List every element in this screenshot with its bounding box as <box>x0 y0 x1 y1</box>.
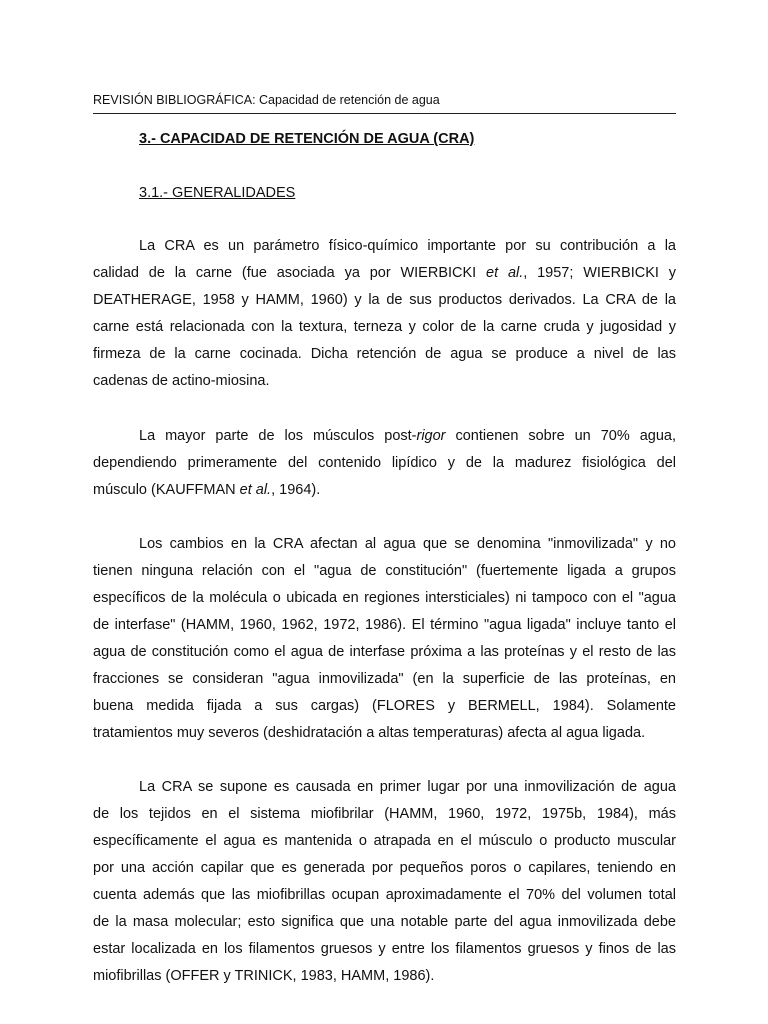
paragraph-3 <box>93 531 676 747</box>
text-run: La mayor parte de los músculos post- <box>139 428 417 444</box>
paragraph-line: específicos de la molécula o ubicada en regiones intersticiales) ni tampoco con el "agua <box>93 590 676 606</box>
italic-text: et al. <box>486 265 524 281</box>
paragraph-line: La CRA es un parámetro físico-químico importante por su contribución a la <box>139 238 676 254</box>
paragraph-line: por una acción capilar que es generada por pequeños poros o capilares, teniendo en <box>93 860 676 876</box>
paragraph-line: DEATHERAGE, 1958 y HAMM, 1960) y la de sus productos derivados. La CRA de la <box>93 292 676 308</box>
paragraph-4 <box>93 774 676 990</box>
text-run: contienen sobre un 70% agua, <box>445 428 677 444</box>
paragraph-line: tratamientos muy severos (deshidratación a altas temperaturas) afecta al agua ligada. <box>93 725 646 741</box>
paragraph-line: carne está relacionada con la textura, terneza y color de la carne cruda y jugosidad y <box>93 319 676 335</box>
paragraph-line: dependiendo primeramente del contenido lipídico y de la madurez fisiológica del <box>93 455 676 471</box>
paragraph-line: estar localizada en los filamentos gruesos y entre los filamentos gruesos y finos de las <box>93 941 676 957</box>
paragraph-2 <box>93 423 676 504</box>
text-run: calidad de la carne (fue asociada ya por WIERBICKI <box>93 265 487 281</box>
italic-text: et al. <box>239 482 272 498</box>
paragraph-line: agua de constitución como el agua de interfase próxima a las proteínas y el resto de las <box>93 644 676 660</box>
paragraph-line: de los tejidos en el sistema miofibrilar (HAMM, 1960, 1972, 1975b, 1984), más <box>93 806 676 822</box>
paragraph-line: tienen ninguna relación con el "agua de constitución" (fuertemente ligada a grupos <box>93 563 676 579</box>
italic-text: rigor <box>416 428 446 444</box>
paragraph-line: cuenta además que las miofibrillas ocupan aproximadamente el 70% del volumen total <box>93 887 676 903</box>
paragraph-line: de la masa molecular; esto significa que una notable parte del agua inmovilizada debe <box>93 914 676 930</box>
paragraph-1 <box>93 233 676 395</box>
paragraph-line <box>93 423 676 450</box>
paragraph-line: fracciones se consideran "agua inmovilizada" (en la superficie de las proteínas, en <box>93 671 676 687</box>
text-run: , 1957; WIERBICKI y <box>523 265 677 281</box>
paragraph-line <box>93 260 676 287</box>
paragraph-line: cadenas de actino-miosina. <box>93 373 270 389</box>
section-title: 3.- CAPACIDAD DE RETENCIÓN DE AGUA (CRA) <box>139 131 475 147</box>
paragraph-line: de interfase" (HAMM, 1960, 1962, 1972, 1986). El término "agua ligada" incluye tanto el <box>93 617 676 633</box>
paragraph-line: firmeza de la carne cocinada. Dicha retención de agua se produce a nivel de las <box>93 346 676 362</box>
paragraph-line: Los cambios en la CRA afectan al agua que se denomina "inmovilizada" y no <box>139 536 676 552</box>
paragraph-line: específicamente el agua es mantenida o atrapada en el músculo o producto muscular <box>93 833 676 849</box>
text-run: , 1964). <box>271 482 321 498</box>
paragraph-line: miofibrillas (OFFER y TRINICK, 1983, HAMM, 1986). <box>93 968 435 984</box>
subsection-title: 3.1.- GENERALIDADES <box>139 185 296 201</box>
running-header: REVISIÓN BIBLIOGRÁFICA: Capacidad de retención de agua <box>93 92 676 114</box>
paragraph-line: buena medida fijada a sus cargas) (FLORES y BERMELL, 1984). Solamente <box>93 698 676 714</box>
text-run: músculo (KAUFFMAN <box>93 482 240 498</box>
paragraph-line <box>93 477 676 504</box>
paragraph-line: La CRA se supone es causada en primer lugar por una inmovilización de agua <box>139 779 676 795</box>
